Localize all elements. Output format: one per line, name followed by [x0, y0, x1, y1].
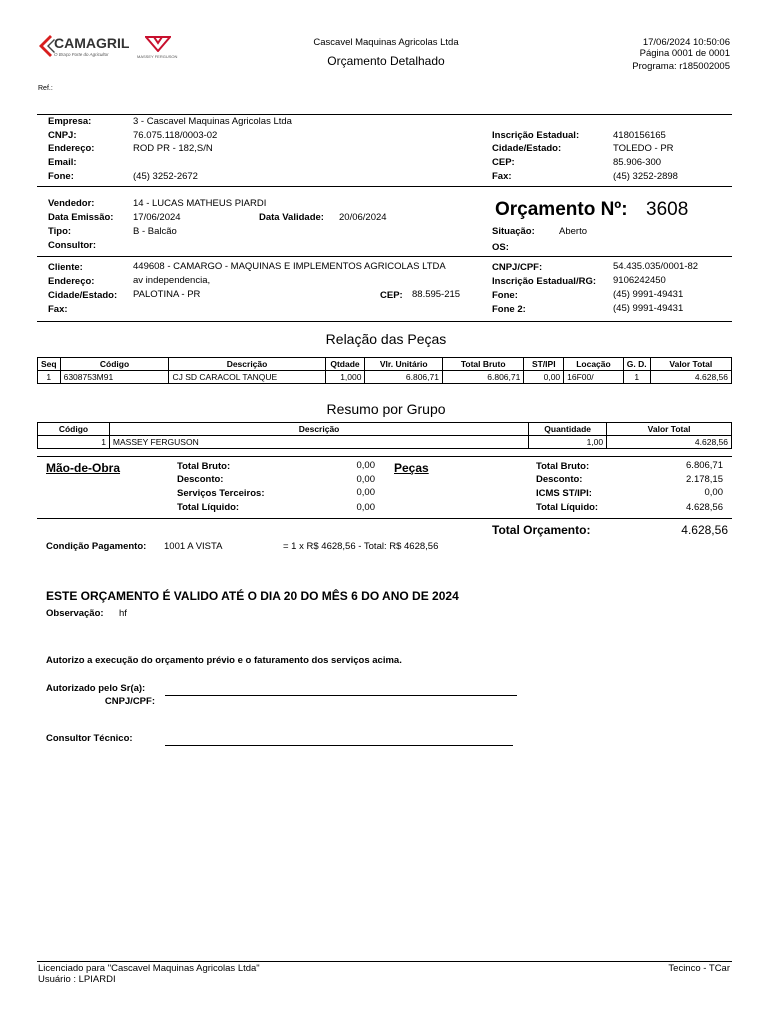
pc-liquido-label: Total Líquido: [536, 502, 599, 513]
logo-tagline: O Braço Forte do Agricultor [54, 52, 109, 57]
col-st-ipi: ST/IPI [524, 358, 564, 371]
situacao-label: Situação: [492, 226, 535, 237]
footer-licenciado: Licenciado para "Cascavel Maquinas Agricolas Ltda" [38, 963, 260, 974]
grupo-title: Resumo por Grupo [326, 401, 446, 417]
endereco-label: Endereço: [48, 143, 95, 154]
cell-descricao: CJ SD CARACOL TANQUE [169, 371, 325, 384]
col-gd: G. D. [623, 358, 650, 371]
mo-desconto-label: Desconto: [177, 474, 224, 485]
cell-codigo: 1 [38, 436, 110, 449]
cliente-fone2-label: Fone 2: [492, 304, 526, 315]
col-valor-total: Valor Total [607, 423, 732, 436]
empresa-value: 3 - Cascavel Maquinas Agricolas Ltda [133, 116, 292, 127]
doc-title: Orçamento Detalhado [327, 54, 445, 68]
mo-liquido-label: Total Líquido: [177, 502, 240, 513]
total-orcamento-label: Total Orçamento: [492, 523, 591, 537]
footer-software: Tecinco - TCar [668, 963, 730, 974]
consultor-tecnico-label: Consultor Técnico: [46, 733, 133, 744]
cell-codigo: 6308753M91 [60, 371, 169, 384]
cell-gd: 1 [623, 371, 650, 384]
orcamento-numero-label: Orçamento Nº: [495, 199, 628, 220]
cell-quantidade: 1,00 [529, 436, 607, 449]
cliente-cnpj-value: 54.435.035/0001-82 [613, 261, 699, 272]
orcamento-numero: 3608 [646, 199, 689, 220]
col-codigo: Código [60, 358, 169, 371]
ie-label: Inscrição Estadual: [492, 130, 580, 141]
autorizo-texto: Autorizo a execução do orçamento prévio e o faturamento dos serviços acima. [46, 655, 402, 666]
cell-descricao: MASSEY FERGUSON [109, 436, 528, 449]
mo-servicos-value: 0,00 [356, 487, 375, 498]
pc-desconto-value: 2.178,15 [686, 474, 723, 485]
pagamento-parcela: = 1 x R$ 4628,56 - Total: R$ 4628,56 [283, 541, 439, 552]
pc-total-bruto-value: 6.806,71 [686, 460, 723, 471]
cliente-value: 449608 - CAMARGO - MAQUINAS E IMPLEMENTOS AGRICOLAS LTDA [133, 261, 446, 272]
cell-vlr-unitario: 6.806,71 [365, 371, 443, 384]
pecas-title: Relação das Peças [325, 331, 447, 347]
validade-value: 20/06/2024 [339, 212, 387, 223]
cell-seq: 1 [38, 371, 61, 384]
col-total-bruto: Total Bruto [442, 358, 523, 371]
divider [37, 256, 732, 257]
table-row [38, 371, 732, 384]
mo-desconto-value: 0,00 [356, 474, 375, 485]
cidade-label: Cidade/Estado: [492, 143, 562, 154]
cidade-value: TOLEDO - PR [613, 143, 674, 154]
col-valor-total: Valor Total [650, 358, 731, 371]
pecas-table [37, 357, 732, 384]
cep-value: 85.906-300 [613, 157, 662, 168]
pc-total-bruto-label: Total Bruto: [536, 461, 590, 472]
camagril-logo [36, 33, 130, 61]
fone-label: Fone: [48, 171, 74, 182]
cell-total-bruto: 6.806,71 [442, 371, 523, 384]
cliente-fone2-value: (45) 9991-49431 [613, 303, 684, 314]
cliente-fone-value: (45) 9991-49431 [613, 289, 684, 300]
divider [37, 321, 732, 322]
col-descricao: Descrição [169, 358, 325, 371]
pecas-header-row [38, 358, 732, 371]
cell-st-ipi: 0,00 [524, 371, 564, 384]
program-code: Programa: r185002005 [632, 61, 730, 72]
mo-total-bruto-value: 0,00 [356, 460, 375, 471]
logo-text: CAMAGRIL [54, 35, 130, 51]
cep-label: CEP: [492, 157, 515, 168]
triple-triangle-icon [145, 36, 171, 52]
cliente-cep-value: 88.595-215 [412, 289, 461, 300]
divider [37, 456, 732, 457]
pecas-resumo-title: Peças [394, 461, 429, 475]
col-seq: Seq [38, 358, 61, 371]
pc-icms-label: ICMS ST/IPI: [536, 488, 592, 499]
col-descricao: Descrição [109, 423, 528, 436]
observacao-label: Observação: [46, 608, 104, 619]
col-quantidade: Quantidade [529, 423, 607, 436]
mo-servicos-label: Serviços Terceiros: [177, 488, 265, 499]
cell-locacao: 16F00/ [564, 371, 624, 384]
consultor-label: Consultor: [48, 240, 97, 251]
email-label: Email: [48, 157, 77, 168]
divider [37, 518, 732, 519]
cliente-cnpj-label: CNPJ/CPF: [492, 262, 543, 273]
pc-desconto-label: Desconto: [536, 474, 583, 485]
cliente-ie-label: Inscrição Estadual/RG: [492, 276, 597, 287]
camagril-logo-icon [36, 33, 56, 59]
col-vlr-unitario: Vlr. Unitário [365, 358, 443, 371]
cnpj-label: CNPJ: [48, 130, 77, 141]
situacao-value: Aberto [559, 226, 587, 237]
tipo-label: Tipo: [48, 226, 72, 237]
cliente-cidade-label: Cidade/Estado: [48, 290, 118, 301]
total-orcamento-value: 4.628,56 [681, 523, 728, 537]
divider [37, 114, 732, 115]
cnpj-value: 76.075.118/0003-02 [133, 130, 218, 141]
empresa-label: Empresa: [48, 116, 92, 127]
assinatura-cnpj-label: CNPJ/CPF: [104, 696, 155, 707]
mao-obra-title: Mão-de-Obra [46, 461, 121, 475]
cliente-ie-value: 9106242450 [613, 275, 666, 286]
validade-mensagem: ESTE ORÇAMENTO É VALIDO ATÉ O DIA 20 DO MÊS 6 DO ANO DE 2024 [46, 589, 459, 603]
fax-value: (45) 3252-2898 [613, 171, 678, 182]
cliente-cidade-value: PALOTINA - PR [133, 289, 201, 300]
os-label: OS: [492, 242, 509, 253]
logo2-text: MASSEY FERGUSON [137, 54, 178, 59]
tipo-value: B - Balcão [133, 226, 177, 237]
cell-valor-total: 4.628,56 [650, 371, 731, 384]
pc-icms-value: 0,00 [704, 487, 723, 498]
emissao-label: Data Emissão: [48, 212, 114, 223]
col-locacao: Locação [564, 358, 624, 371]
endereco-value: ROD PR - 182,S/N [133, 143, 213, 154]
pagamento-value: 1001 A VISTA [164, 541, 223, 552]
fax-label: Fax: [492, 171, 512, 182]
cell-valor-total: 4.628,56 [607, 436, 732, 449]
table-row [38, 436, 732, 449]
pc-liquido-value: 4.628,56 [686, 502, 723, 513]
footer-usuario: Usuário : LPIARDI [38, 974, 116, 985]
ie-value: 4180156165 [613, 130, 666, 141]
cliente-cep-label: CEP: [380, 290, 403, 301]
validade-label: Data Validade: [259, 212, 324, 223]
pagamento-label: Condição Pagamento: [46, 541, 147, 552]
ref-label: Ref.: [38, 85, 53, 92]
autorizado-label: Autorizado pelo Sr(a): [46, 683, 146, 694]
autorizado-signature-line [165, 695, 517, 696]
grupo-table [37, 422, 732, 449]
observacao-value: hf [119, 608, 127, 619]
cell-qtdade: 1,000 [325, 371, 365, 384]
cliente-fone-label: Fone: [492, 290, 518, 301]
cliente-endereco-value: av independencia, [133, 275, 211, 286]
footer-divider [37, 961, 732, 962]
col-codigo: Código [38, 423, 110, 436]
consultor-signature-line [165, 745, 513, 746]
divider [37, 186, 732, 187]
company-title: Cascavel Maquinas Agricolas Ltda [313, 37, 459, 48]
print-datetime: 17/06/2024 10:50:06 [642, 37, 730, 48]
page-number: Página 0001 de 0001 [639, 48, 730, 59]
vendedor-label: Vendedor: [48, 198, 95, 209]
cliente-endereco-label: Endereço: [48, 276, 95, 287]
mo-total-bruto-label: Total Bruto: [177, 461, 231, 472]
fone-value: (45) 3252-2672 [133, 171, 198, 182]
vendedor-value: 14 - LUCAS MATHEUS PIARDI [133, 198, 267, 209]
mo-liquido-value: 0,00 [356, 502, 375, 513]
cliente-fax-label: Fax: [48, 304, 68, 315]
emissao-value: 17/06/2024 [133, 212, 181, 223]
grupo-header-row [38, 423, 732, 436]
cliente-label: Cliente: [48, 262, 83, 273]
massey-ferguson-logo [137, 36, 179, 62]
col-qtdade: Qtdade [325, 358, 365, 371]
